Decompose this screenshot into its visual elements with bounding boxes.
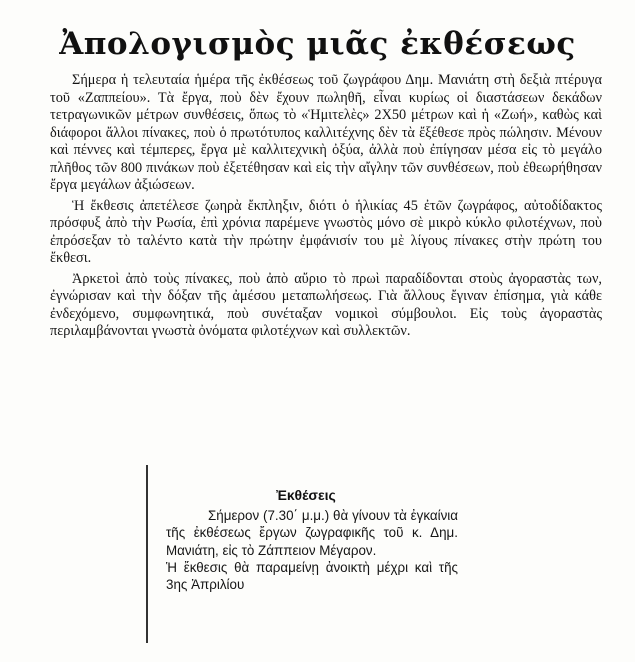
article-paragraph-1: Σήμερα ἡ τελευταία ἡμέρα τῆς ἐκθέσεως τοῦ ζωγράφου Δημ. Μανιάτη στὴ δεξιὰ πτέρυγα τοῦ «Ζαππείου». Τὰ ἔργα, ποὺ δὲν ἔχουν πωληθῆ, εἶναι κυρίως οἱ διαστάσεων δεκάδων τετραγωνικῶν μέτρων συνθέσεις, ὅπως τὸ «Ἡμιτελὲς» 2Χ50 μέτρων καὶ ἡ «Ζωή», καθὼς καὶ διάφοροι ἄλλοι πίνακες, ποὺ ὁ πρωτότυπος καλλιτέχνης δὲν τὰ ἔξέθεσε πρὸς πώλησιν. Μένουν καὶ πέννες καὶ τέμπερες, ἔργα μὲ καλλιτεχνικὴ ὀξύα, ἀλλὰ ποὺ ἐπίγησαν μέσα εἰς τὸ μεγάλο πλῆθος τῶν 800 πινάκων ποὺ ἐξετέθησαν καὶ εἰς τὴν αἴγλην τῶν συνθέσεων, ποὺ ἐθεωρήθησαν ἔργα μεγάλων ἀξιώσεων. [50,72,602,193]
article-headline: Ἀπολογισμὸς μιᾶς ἐκθέσεως [59,26,576,62]
notice-title: Ἐκθέσεις [276,487,336,503]
notice-body [166,507,458,593]
article-paragraph-2: Ἡ ἔκθεσις ἀπετέλεσε ζωηρὰ ἔκπληξιν, διότι ὁ ἡλικίας 45 ἐτῶν ζωγράφος, αὐτοδίδακτος πρόσφυξ ἀπὸ τὴν Ρωσία, ἐπὶ χρόνια παρέμενε γνωστὸς μόνο σὲ μικρὸ κύκλο φιλοτέχνων, ποὺ ἐπρόσεξαν τὸ ταλέντο κατὰ τὴν πρώτην ἐμφάνισίν του μὲ λίγους πίνακες στὴν πρώτη του ἔκθεσι. [50,197,602,266]
article-body [50,72,602,341]
notice-paragraph-1: Σήμερον (7.30΄ μ.μ.) θὰ γίνουν τὰ ἐγκαίνια τῆς ἐκθέσεως ἔργων ζωγραφικῆς τοῦ κ. Δημ. Μανιάτη, εἰς τὸ Ζάππειον Μέγαρον. [166,508,458,558]
exhibitions-notice [146,465,466,643]
notice-paragraph-2: Ἡ ἔκθεσις θὰ παραμείνῃ ἀνοικτὴ μέχρι καὶ τῆς 3ης Ἀπριλίου [166,559,458,593]
article-paragraph-3: Ἀρκετοὶ ἀπὸ τοὺς πίνακες, ποὺ ἀπὸ αὔριο τὸ πρωὶ παραδίδονται στοὺς ἀγοραστὰς των, ἐγνώρισαν καὶ τὴν δόξαν τῆς ἀμέσου μεταπωλήσεως. Γιὰ ἄλλους ἔγιναν ἐπίσημα, γιὰ κάθε ἐνδεχόμενο, συμφωνητικά, ποὺ συνέταξαν νομικοὶ σύμβουλοι. Εἰς τοὺς ἀγοραστὰς περιλαμβάνονται γνωστὰ ὀνόματα φιλοτέχνων καὶ συλλεκτῶν. [50,270,602,339]
